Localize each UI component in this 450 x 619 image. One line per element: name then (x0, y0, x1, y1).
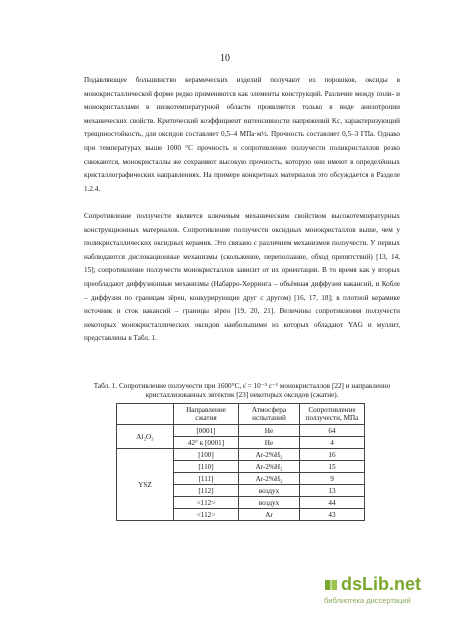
header-resistance: Сопротивление ползучести, МПа (300, 404, 365, 425)
material-cell: YSZ (117, 449, 174, 521)
page-number: 10 (220, 53, 230, 64)
table-row (117, 425, 365, 437)
direction-cell: <112> (174, 497, 239, 509)
direction-cell: 42° к [0001] (174, 437, 239, 449)
atmosphere-cell: He (239, 425, 300, 437)
table-header-row (117, 404, 365, 425)
header-material (117, 404, 174, 425)
atmosphere-cell: воздух (239, 497, 300, 509)
direction-cell: <112> (174, 509, 239, 521)
resistance-cell: 13 (300, 485, 365, 497)
watermark (324, 574, 450, 605)
table-caption: Табл. 1. Сопротивление ползучести при 1600°C, ε̇ = 10⁻⁵ с⁻¹ монокристаллов [22] и направленно кристаллизованных эвтектик [23] некоторых оксидов (сжатие). (93, 382, 391, 399)
resistance-cell: 64 (300, 425, 365, 437)
resistance-cell: 4 (300, 437, 365, 449)
atmosphere-cell: Ar (239, 509, 300, 521)
atmosphere-cell: Ar-2%H₂ (239, 449, 300, 461)
paragraph-2: Сопротивление ползучести является ключевым механическим свойством высокотемпературных конструкционных материалов. Сопротивление ползучести оксидных монокристаллов выше, чем у поликристаллических оксидных керамик. Это связано с различием механизмов ползучести. У первых наблюдаются дислокационные механизмы (скольжение, переползание, обход препятствий) [13, 14, 15]; сопротивление ползучести монокристаллов зависит от их ориентации. В то время как у вторых преобладают диффузионные механизмы (Набарро-Херринга – объёмная диффузия вакансий, и Кобле – диффузия по границам зёрен, конкурирующие друг с другом) [16, 17, 18]; в плотной керамике источник и сток вакансий – границы зёрен [19, 20, 21]. Величины сопротивления ползучести некоторых монокристаллических оксидов наибольшими из которых обладают YAG и муллит, представлены в Табл. 1. (84, 212, 400, 343)
paragraph-1: Подавляющее большинство керамических изделий получают из порошков, оксиды в монокристаллической форме редко применяются как элементы конструкций. Различие между поли- и монокристаллами в низкотемпературной области проявляется только в виде анизотропии механических свойств. Критический коэффициент интенсивности напряжений Kc, характеризующий трещиностойкость, для оксидов составляет 0,5–4 МПа·м½. Прочность составляет 0,5–3 ГПа. Однако при температурах выше 1000 °C прочность и сопротивление ползучести поликристаллов резко снижаются, монокристаллы же сохраняют высокую прочность, которую они имеют в определённых кристаллографических направлениях. На примере конкретных материалов это обсуждается в Разделе 1.2.4. (84, 76, 400, 193)
table-row (117, 449, 365, 461)
resistance-cell: 9 (300, 473, 365, 485)
direction-cell: [111] (174, 473, 239, 485)
resistance-cell: 44 (300, 497, 365, 509)
watermark-brand: dsLib.net (341, 574, 421, 594)
creep-resistance-table (116, 403, 365, 521)
resistance-cell: 16 (300, 449, 365, 461)
header-atmosphere: Атмосфера испытаний (239, 404, 300, 425)
watermark-subtitle: библиотека диссертаций (324, 596, 411, 605)
direction-cell: [0001] (174, 425, 239, 437)
atmosphere-cell: Ar-2%H₂ (239, 473, 300, 485)
direction-cell: [100] (174, 449, 239, 461)
watermark-logo (324, 574, 450, 595)
atmosphere-cell: Ar-2%H₂ (239, 461, 300, 473)
atmosphere-cell: He (239, 437, 300, 449)
book-icon (324, 578, 338, 592)
resistance-cell: 15 (300, 461, 365, 473)
direction-cell: [112] (174, 485, 239, 497)
atmosphere-cell: воздух (239, 485, 300, 497)
material-cell: Al₂O₃ (117, 425, 174, 449)
header-direction: Направление сжатия (174, 404, 239, 425)
direction-cell: [110] (174, 461, 239, 473)
resistance-cell: 43 (300, 509, 365, 521)
